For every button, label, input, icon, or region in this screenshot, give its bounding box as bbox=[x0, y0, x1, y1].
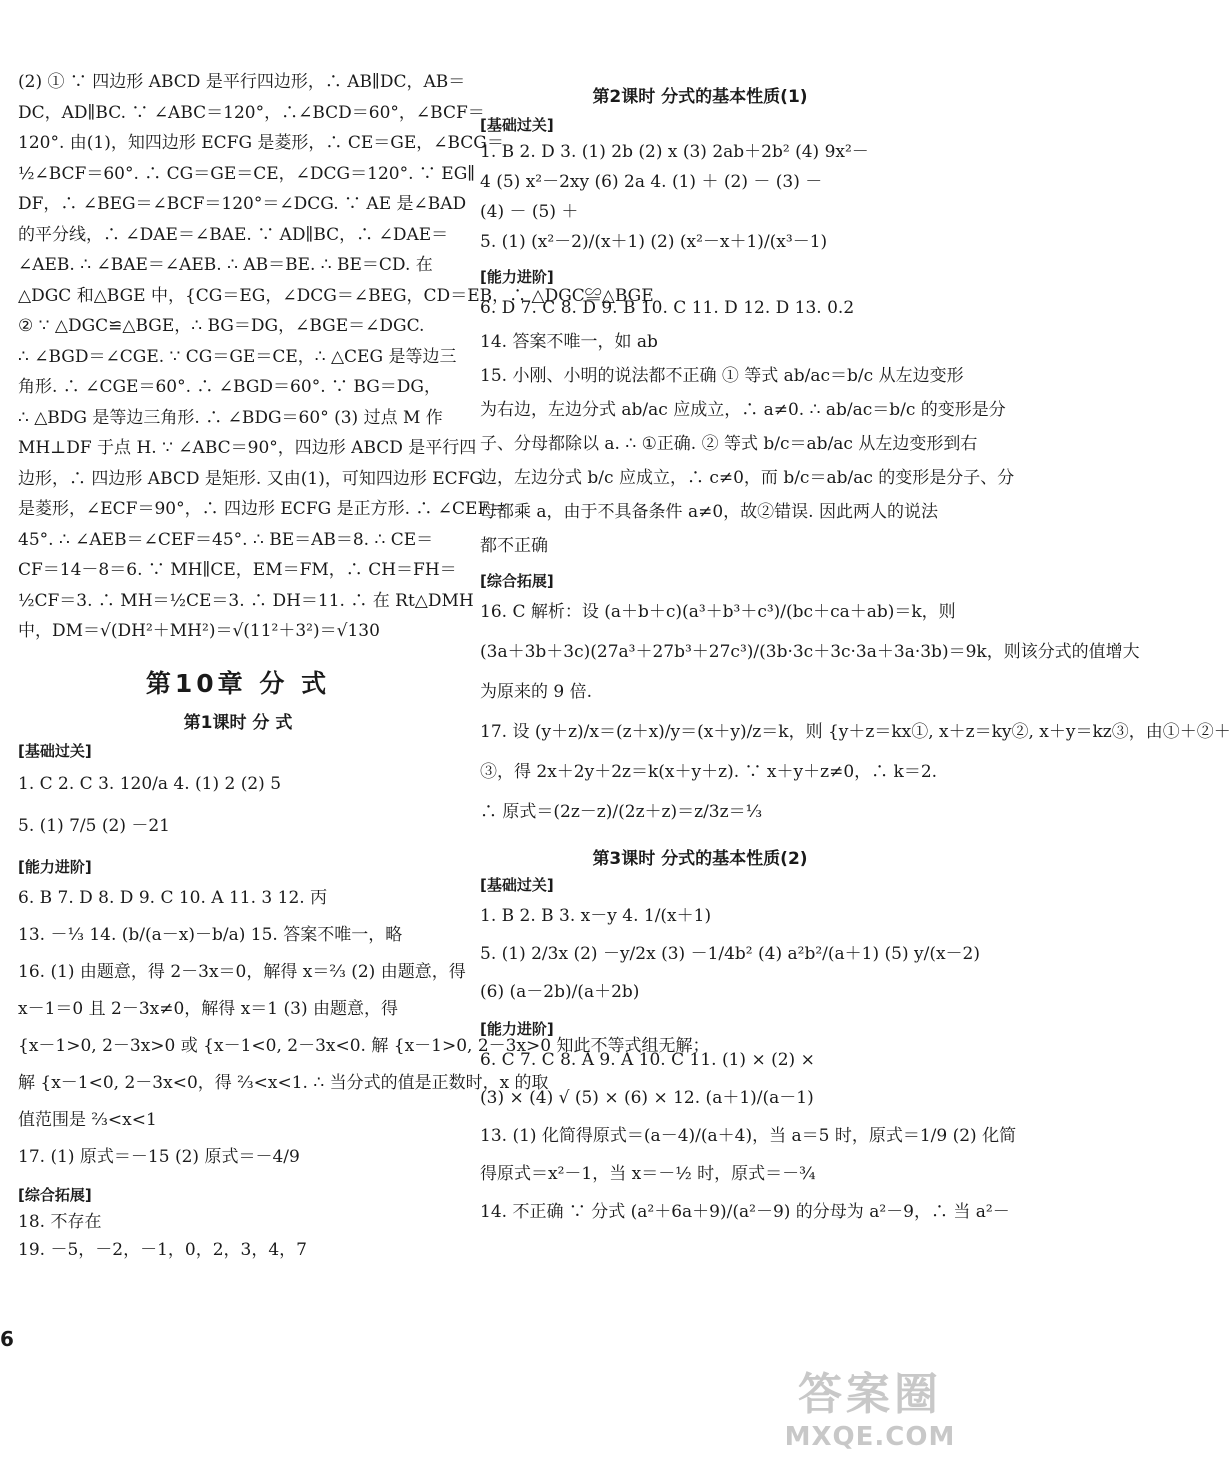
section-label: [基础过关] bbox=[18, 741, 92, 760]
answer-line: 中，DM＝√(DH²＋MH²)＝√(11²＋3²)＝√130 bbox=[18, 621, 380, 641]
answer-line: 子、分母都除以 a. ∴ ①正确. ② 等式 b/c＝ab/ac 从左边变形到右 bbox=[480, 434, 978, 454]
answer-line: 6. D 7. C 8. D 9. B 10. C 11. D 12. D 13. 0.2 bbox=[480, 298, 855, 318]
answer-line: 6. B 7. D 8. D 9. C 10. A 11. 3 12. 丙 bbox=[18, 887, 328, 908]
answer-line: ∴ △BDG 是等边三角形. ∴ ∠BDG＝60° (3) 过点 M 作 bbox=[18, 407, 443, 428]
answer-line: DF，∴ ∠BEG＝∠BCF＝120°＝∠DCG. ∵ AE 是∠BAD bbox=[18, 194, 467, 214]
answer-line: 解 {x－1<0, 2－3x<0，得 ⅔<x<1. ∴ 当分式的值是正数时，x 的取 bbox=[18, 1072, 549, 1093]
answer-line: 边，左边分式 b/c 应成立，∴ c≠0，而 b/c＝ab/ac 的变形是分子、分 bbox=[480, 468, 1015, 488]
answer-line: 6. C 7. C 8. A 9. A 10. C 11. (1) × (2) × bbox=[480, 1050, 815, 1070]
section-label: [综合拓展] bbox=[18, 1185, 92, 1204]
answer-line: 16. C 解析：设 (a＋b＋c)(a³＋b³＋c³)/(bc＋ca＋ab)＝k，则 bbox=[480, 602, 956, 622]
lesson-title: 第1课时 分 式 bbox=[183, 712, 293, 733]
chapter-title: 第10章 分 式 bbox=[145, 668, 331, 698]
lesson-title: 第3课时 分式的基本性质(2) bbox=[592, 849, 808, 869]
answer-line: 5. (1) 7/5 (2) －21 bbox=[18, 815, 170, 836]
answer-line: 13. －⅓ 14. (b/(a－x)－b/a) 15. 答案不唯一，略 bbox=[18, 924, 403, 945]
section-label: [能力进阶] bbox=[480, 1020, 554, 1038]
answer-line: (2) ① ∵ 四边形 ABCD 是平行四边形，∴ AB∥DC，AB＝ bbox=[18, 72, 466, 92]
answer-line: 得原式＝x²－1，当 x＝－½ 时，原式＝－¾ bbox=[480, 1164, 816, 1184]
answer-line: ½CF＝3. ∴ MH＝½CE＝3. ∴ DH＝11. ∴ 在 Rt△DMH bbox=[18, 590, 474, 611]
section-label: [综合拓展] bbox=[480, 572, 554, 590]
answer-line: 1. B 2. B 3. x－y 4. 1/(x＋1) bbox=[480, 906, 712, 926]
answer-line: 15. 小刚、小明的说法都不正确 ① 等式 ab/ac＝b/c 从左边变形 bbox=[480, 366, 964, 386]
answer-line: CF＝14－8＝6. ∵ MH∥CE，EM＝FM，∴ CH＝FH＝ bbox=[18, 560, 457, 580]
answer-line: 母都乘 a，由于不具备条件 a≠0，故②错误. 因此两人的说法 bbox=[480, 502, 938, 522]
answer-line: 4 (5) x²－2xy (6) 2a 4. (1) ＋ (2) － (3) － bbox=[480, 172, 823, 192]
answer-line: 5. (1) 2/3x (2) －y/2x (3) －1/4b² (4) a²b²/(a＋1) (5) y/(x－2) bbox=[480, 944, 980, 964]
answer-line: 16. (1) 由题意，得 2－3x＝0，解得 x＝⅔ (2) 由题意，得 bbox=[18, 961, 466, 982]
answer-line: 14. 不正确 ∵ 分式 (a²＋6a＋9)/(a²－9) 的分母为 a²－9，∴ 当 a²－ bbox=[480, 1202, 1010, 1222]
answer-line: ∠AEB. ∴ ∠BAE＝∠AEB. ∴ AB＝BE. ∴ BE＝CD. 在 bbox=[18, 255, 433, 275]
answer-line: x－1＝0 且 2－3x≠0，解得 x＝1 (3) 由题意，得 bbox=[18, 998, 399, 1019]
answer-line: 的平分线，∴ ∠DAE＝∠BAE. ∵ AD∥BC，∴ ∠DAE＝ bbox=[18, 224, 449, 245]
answer-line: (4) － (5) ＋ bbox=[480, 202, 579, 222]
answer-line: 1. C 2. C 3. 120/a 4. (1) 2 (2) 5 bbox=[18, 773, 282, 794]
answer-line: 是菱形，∠ECF＝90°，∴ 四边形 ECFG 是正方形. ∴ ∠CEF＝ bbox=[18, 499, 507, 519]
answer-line: 19. －5，－2，－1，0，2，3，4，7 bbox=[18, 1239, 307, 1260]
answer-line: 120°. 由(1)，知四边形 ECFG 是菱形，∴ CE＝GE，∠BCG＝ bbox=[18, 133, 504, 153]
section-label: [基础过关] bbox=[480, 876, 554, 894]
answer-line: ½∠BCF＝60°. ∴ CG＝GE＝CE，∠DCG＝120°. ∵ EG∥ bbox=[18, 163, 476, 184]
answer-line: 为右边，左边分式 ab/ac 应成立，∴ a≠0. ∴ ab/ac＝b/c 的变形是分 bbox=[480, 400, 1006, 420]
watermark-sub: MXQE.COM bbox=[784, 1422, 956, 1452]
answer-line: (3) × (4) √ (5) × (6) × 12. (a＋1)/(a－1) bbox=[480, 1088, 814, 1108]
section-label: [基础过关] bbox=[480, 116, 554, 134]
answer-line: (6) (a－2b)/(a＋2b) bbox=[480, 982, 640, 1002]
answer-line: 14. 答案不唯一，如 ab bbox=[480, 332, 658, 352]
answer-line: {x－1>0, 2－3x>0 或 {x－1<0, 2－3x<0. 解 {x－1>0, 2－3x>0 知此不等式组无解； bbox=[18, 1035, 710, 1056]
answer-line: 都不正确 bbox=[480, 536, 548, 556]
answer-line: 17. (1) 原式＝－15 (2) 原式＝－4/9 bbox=[18, 1146, 300, 1167]
answer-line: 13. (1) 化简得原式＝(a－4)/(a＋4)，当 a＝5 时，原式＝1/9 (2) 化简 bbox=[480, 1126, 1017, 1146]
answer-line: ∴ ∠BGD＝∠CGE. ∵ CG＝GE＝CE，∴ △CEG 是等边三 bbox=[18, 346, 457, 367]
answer-line: (3a＋3b＋3c)(27a³＋27b³＋27c³)/(3b·3c＋3c·3a＋3a·3b)＝9k，则该分式的值增大 bbox=[480, 642, 1140, 662]
answer-line: 角形. ∴ ∠CGE＝60°. ∴ ∠BGD＝60°. ∵ BG＝DG， bbox=[18, 377, 441, 397]
watermark-logo bbox=[755, 1358, 985, 1463]
section-label: [能力进阶] bbox=[480, 268, 554, 286]
answer-line: △DGC 和△BGE 中，{CG＝EG，∠DCG＝∠BEG，CD＝EB，∴ △DGC≌△BGE bbox=[18, 285, 654, 306]
answer-line: 18. 不存在 bbox=[18, 1211, 102, 1232]
watermark-main: 答案圈 bbox=[798, 1369, 942, 1420]
answer-line: MH⊥DF 于点 H. ∵ ∠ABC＝90°，四边形 ABCD 是平行四 bbox=[18, 438, 477, 458]
page-number: 6 bbox=[0, 1327, 14, 1351]
answer-line: ∴ 原式＝(2z－z)/(2z＋z)＝z/3z＝⅓ bbox=[480, 802, 763, 822]
answer-line: 值范围是 ⅔<x<1 bbox=[18, 1109, 157, 1130]
answer-line: DC，AD∥BC. ∵ ∠ABC＝120°，∴∠BCD＝60°，∠BCF＝ bbox=[18, 102, 485, 123]
lesson-title: 第2课时 分式的基本性质(1) bbox=[592, 87, 808, 107]
section-label: [能力进阶] bbox=[18, 857, 92, 876]
answer-line: 45°. ∴ ∠AEB＝∠CEF＝45°. ∴ BE＝AB＝8. ∴ CE＝ bbox=[18, 529, 434, 550]
answer-line: ② ∵ △DGC≌△BGE，∴ BG＝DG，∠BGE＝∠DGC. bbox=[18, 316, 425, 336]
answer-line: ③，得 2x＋2y＋2z＝k(x＋y＋z). ∵ x＋y＋z≠0，∴ k＝2. bbox=[480, 762, 938, 782]
answer-line: 17. 设 (y＋z)/x＝(z＋x)/y＝(x＋y)/z＝k，则 {y＋z＝kx①, x＋z＝ky②, x＋y＝kz③，由①＋②＋ bbox=[480, 722, 1231, 742]
answer-line: 5. (1) (x²－2)/(x＋1) (2) (x²－x＋1)/(x³－1) bbox=[480, 232, 828, 252]
answer-line: 为原来的 9 倍. bbox=[480, 682, 593, 702]
answer-line: 边形，∴ 四边形 ABCD 是矩形. 又由(1)，可知四边形 ECFG bbox=[18, 468, 484, 489]
answer-line: 1. B 2. D 3. (1) 2b (2) x (3) 2ab＋2b² (4) 9x²－ bbox=[480, 142, 869, 162]
